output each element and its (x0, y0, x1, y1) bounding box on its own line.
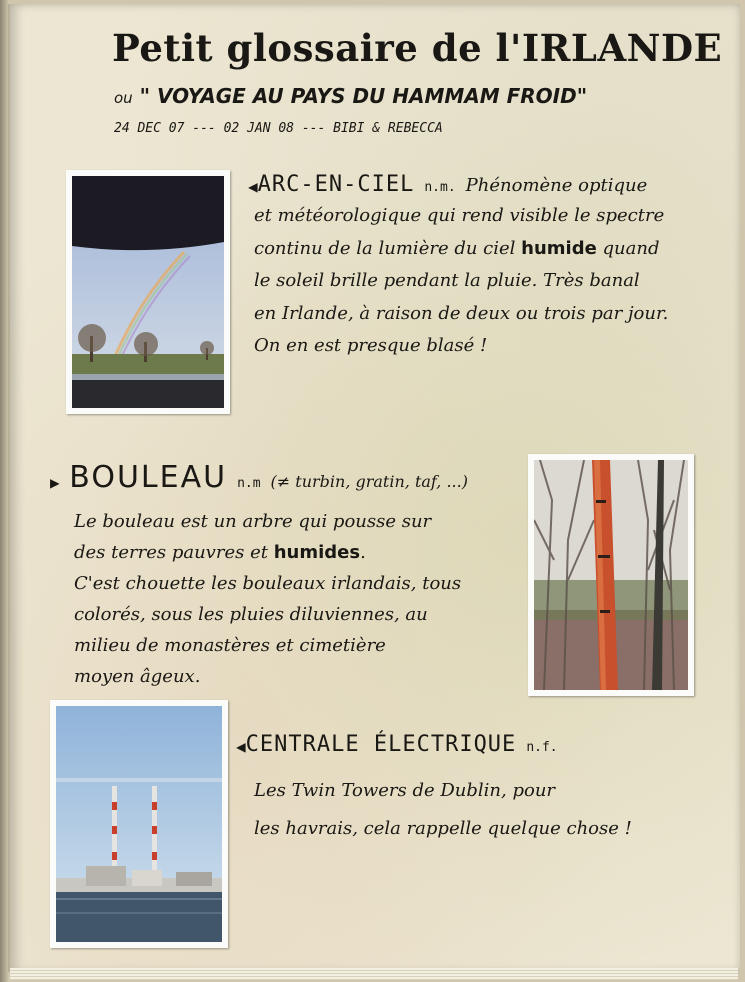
entry-line (74, 537, 461, 568)
entry-bouleau-text (74, 506, 461, 692)
notebook-page (8, 4, 740, 972)
entry-line: Phénomène optique (465, 175, 648, 196)
entry-pos: n.m. (424, 180, 456, 195)
entry-line: milieu de monastères et cimetière (74, 635, 386, 656)
emphasis-word: humide (521, 237, 597, 259)
page-title: Petit glossaire de l'IRLANDE (112, 26, 723, 70)
page-subtitle (114, 84, 587, 108)
bullet-arrow-icon: ▶ (50, 473, 60, 492)
entry-word: ARC-EN-CIEL (257, 172, 415, 197)
power-station-photo (50, 700, 228, 948)
text-fragment: . (360, 542, 366, 563)
page-stack-edge (10, 968, 738, 980)
entry-line (254, 233, 668, 266)
entry-note: (≠ turbin, gratin, taf, ...) (270, 472, 468, 491)
entry-line: en Irlande, à raison de deux ou trois par jour. (254, 302, 669, 324)
subtitle-text: " VOYAGE AU PAYS DU HAMMAM FROID" (139, 84, 588, 108)
text-fragment: quand (596, 237, 660, 259)
entry-line: Le bouleau est un arbre qui pousse sur (74, 511, 432, 532)
entry-word: CENTRALE ÉLECTRIQUE (245, 732, 517, 757)
entry-pos: n.m (237, 476, 261, 491)
rainbow-image (72, 176, 224, 408)
trip-dates: 24 DEC 07 --- 02 JAN 08 --- BIBI & REBECCA (114, 121, 443, 136)
entry-line: On en est presque blasé ! (254, 335, 488, 356)
subtitle-prefix: ou (114, 89, 133, 107)
entry-line: le soleil brille pendant la pluie. Très banal (254, 270, 640, 291)
entry-line: les havrais, cela rappelle quelque chose ! (254, 818, 632, 839)
entry-line: et météorologique qui rend visible le spectre (254, 205, 665, 226)
birch-photo (528, 454, 694, 696)
text-fragment: des terres pauvres et (74, 542, 274, 563)
entry-line: colorés, sous les pluies diluviennes, au (74, 604, 428, 625)
emphasis-word: humides (273, 542, 361, 563)
text-fragment: continu de la lumière du ciel (254, 237, 522, 259)
entry-pos: n.f. (526, 740, 558, 755)
entry-word: BOULEAU (69, 460, 228, 495)
birch-image (534, 460, 688, 690)
entry-bouleau-head (50, 460, 468, 495)
bullet-arrow-icon: ◀ (248, 177, 258, 196)
entry-arc-en-ciel-head (248, 172, 647, 197)
entry-line: C'est chouette les bouleaux irlandais, tous (74, 573, 462, 594)
rainbow-photo (66, 170, 230, 414)
entry-centrale-text (254, 772, 632, 848)
entry-arc-en-ciel-text (254, 200, 668, 363)
power-station-image (56, 706, 222, 942)
entry-centrale-head (236, 732, 558, 757)
entry-line: moyen âgeux. (74, 666, 201, 687)
bullet-arrow-icon: ◀ (236, 737, 246, 756)
notebook-spine (0, 0, 8, 982)
entry-line: Les Twin Towers de Dublin, pour (254, 780, 556, 801)
